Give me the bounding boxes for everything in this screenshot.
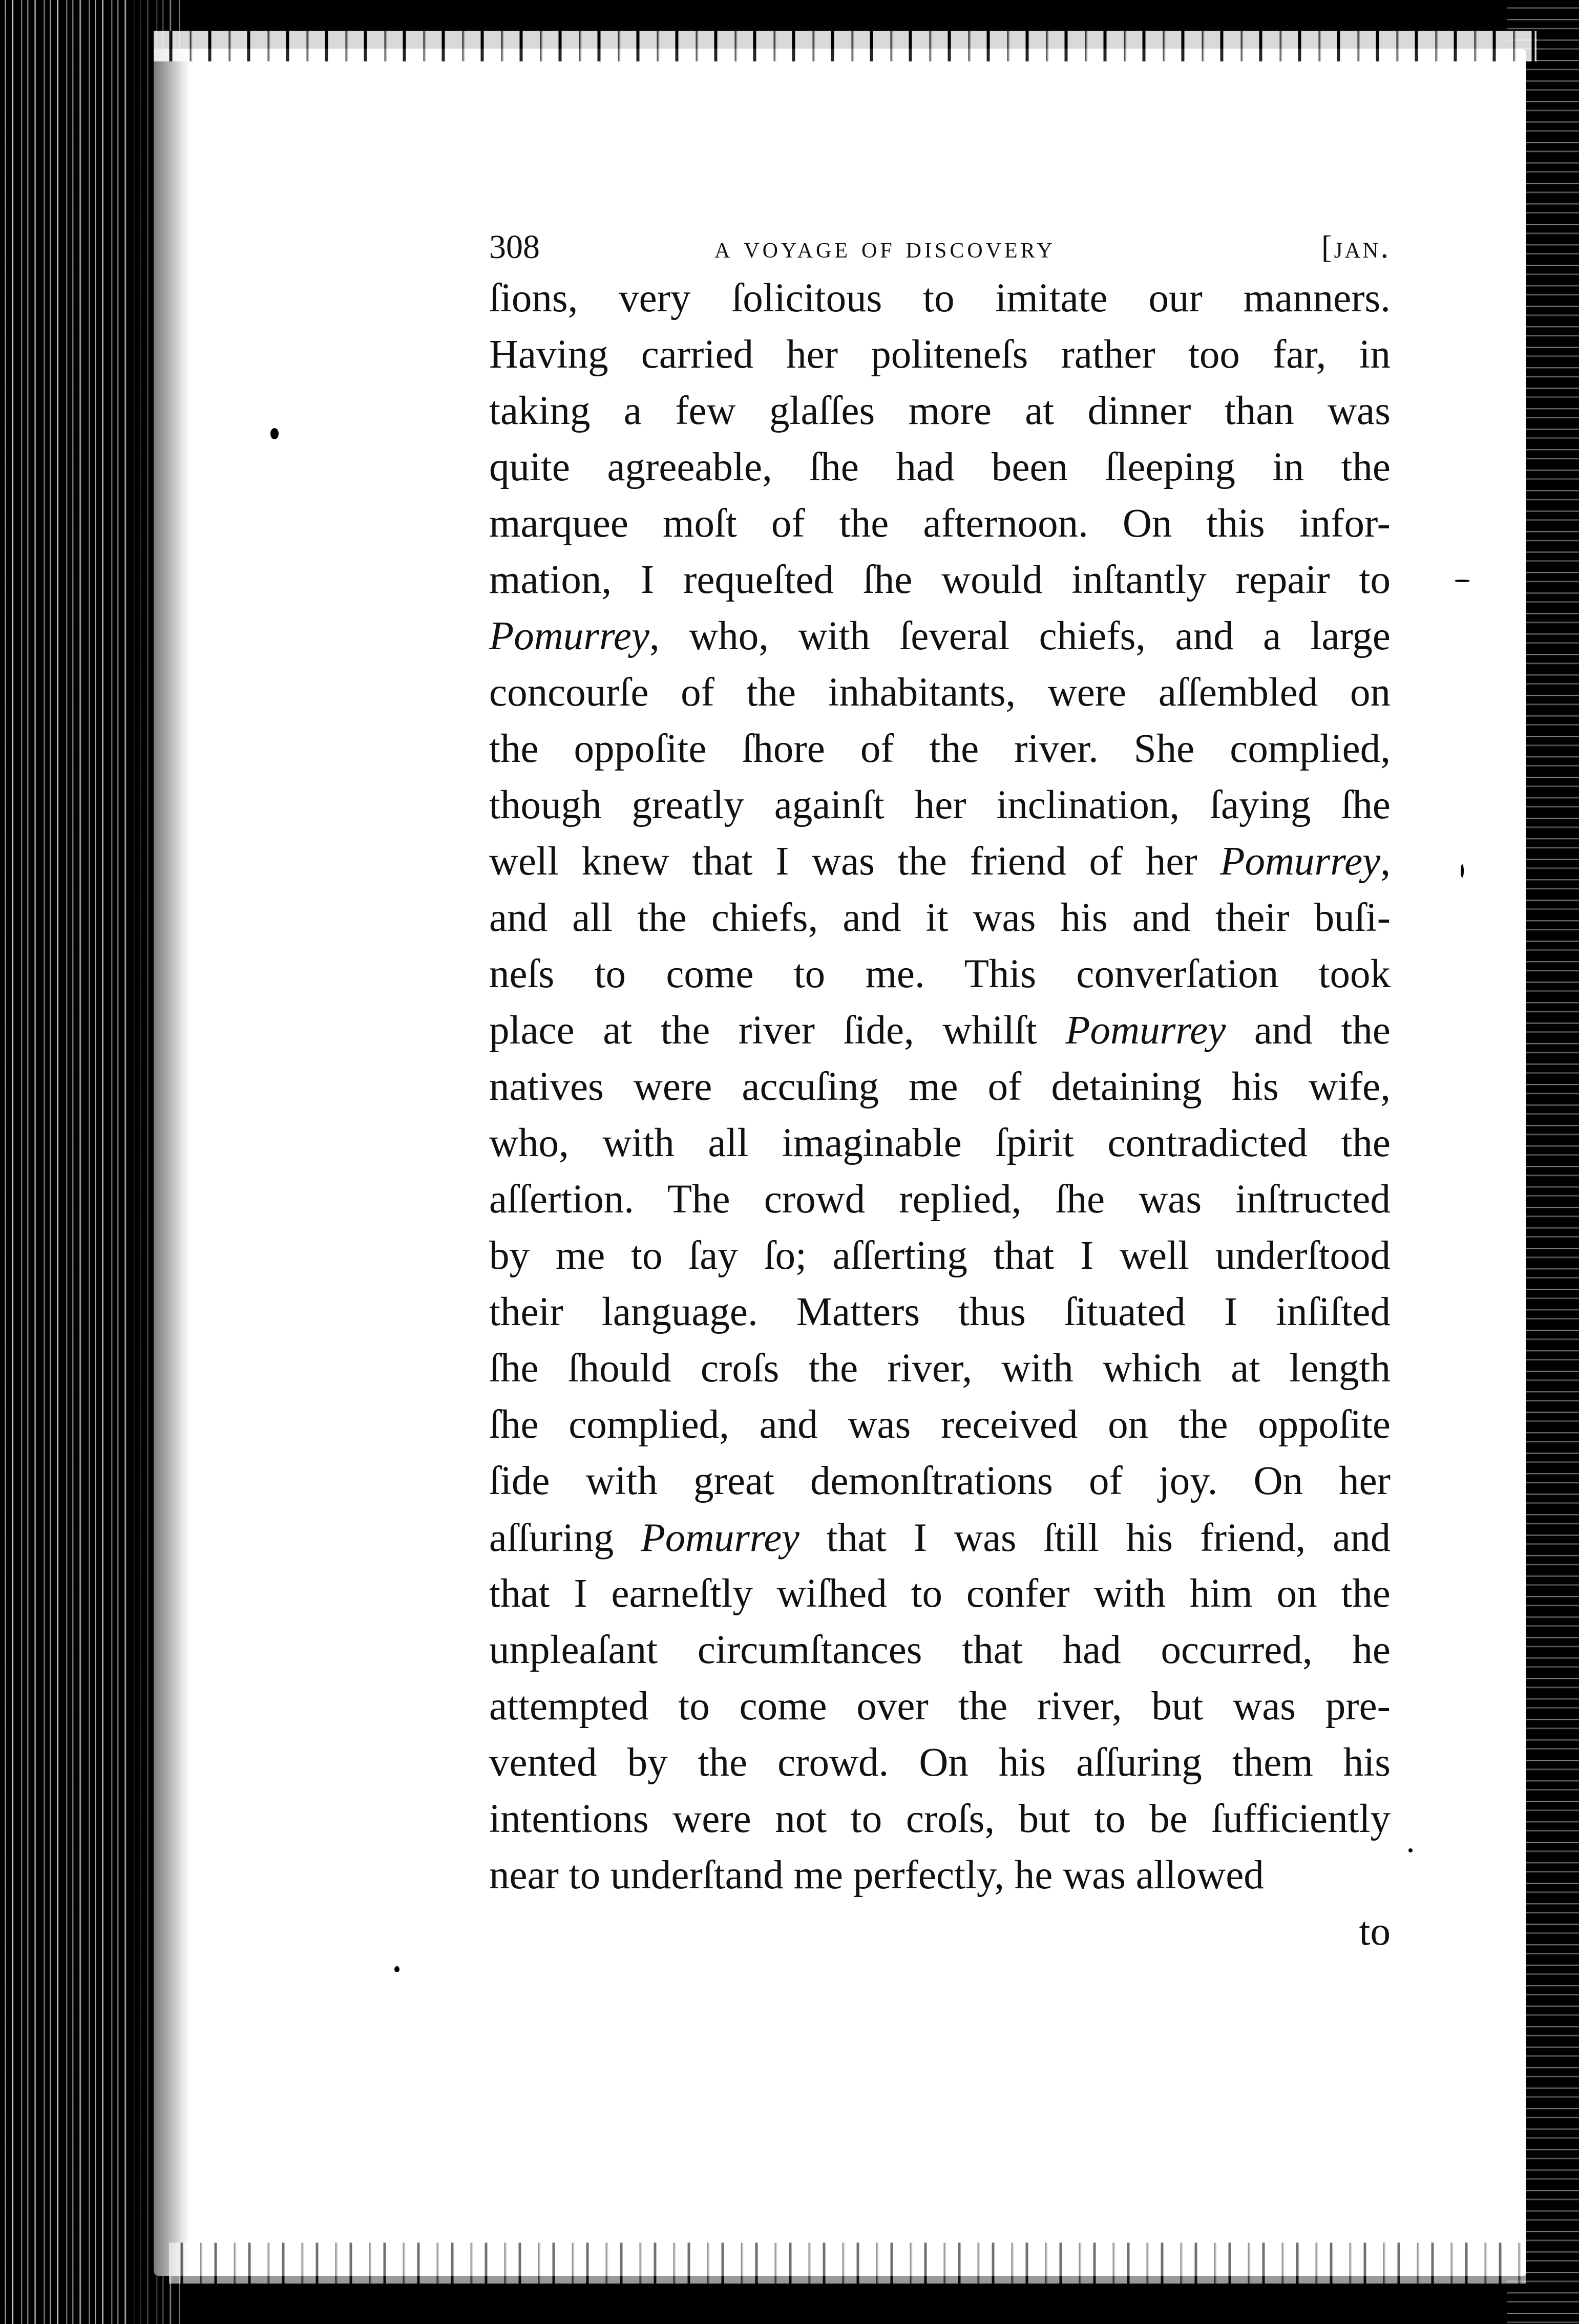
ink-speck [1408,1848,1413,1852]
text-line: ſide with great demonſtrations of joy. On her [489,1459,1391,1503]
text-line: concourſe of the inhabitants, were aſſembled on [489,670,1391,715]
running-date-mark: [jan. [1321,230,1391,265]
gutter-shadow [128,0,190,2324]
text-line: Pomurrey, who, with ſeveral chiefs, and a large [489,614,1391,658]
proper-name: Pomurrey [1065,1008,1226,1053]
text-line: that I earneſtly wiſhed to confer with him on the [489,1571,1391,1616]
running-head [489,224,1391,270]
text-block [489,224,1391,1960]
text-line: natives were accuſing me of detaining his wife, [489,1064,1391,1109]
text-line: the oppoſite ſhore of the river. She complied, [489,727,1391,771]
proper-name: Pomurrey [1220,839,1381,884]
text-line: place at the river ſide, whilſt Pomurrey and the [489,1008,1391,1053]
bottom-page-edge [169,2243,1526,2284]
text-line: aſſuring Pomurrey that I was ſtill his friend, and [489,1515,1391,1560]
text-line: mation, I requeſted ſhe would inſtantly repair to [489,558,1391,602]
ink-speck [394,1966,399,1972]
text-line: aſſertion. The crowd replied, ſhe was inſtructed [489,1177,1391,1222]
catchword: to [1359,1909,1391,1954]
page-number: 308 [489,228,540,266]
text-line: their language. Matters thus ſituated I inſiſted [489,1290,1391,1334]
text-line: ſions, very ſolicitous to imitate our manners. [489,276,1391,321]
text-line: ſhe ſhould croſs the river, with which at length [489,1346,1391,1391]
text-line: ſhe complied, and was received on the oppoſite [489,1402,1391,1447]
text-line: unpleaſant circumſtances that had occurred, he [489,1628,1391,1672]
text-line: Having carried her politeneſs rather too far, in [489,332,1391,377]
proper-name: Pomurrey [489,614,649,658]
text-line: near to underſtand me perfectly, he was allowed [489,1853,1264,1897]
top-page-edge [154,31,1536,61]
text-line: who, with all imaginable ſpirit contradicted the [489,1121,1391,1165]
text-line: though greatly againſt her inclination, ſaying ſhe [489,783,1391,827]
text-line: taking a few glaſſes more at dinner than was [489,389,1391,433]
text-line: well knew that I was the friend of her Pomurrey, [489,839,1391,884]
running-title: a voyage of discovery [714,230,1056,264]
ink-speck [1461,864,1464,878]
text-line: intentions were not to croſs, but to be ſufficiently [489,1797,1391,1841]
text-line: by me to ſay ſo; aſſerting that I well underſtood [489,1233,1391,1278]
text-line: attempted to come over the river, but was pre- [489,1684,1391,1729]
ink-speck [1455,580,1470,582]
ink-speck [270,428,279,439]
proper-name: Pomurrey [641,1515,799,1560]
text-line: vented by the crowd. On his aſſuring them his [489,1740,1391,1785]
text-line: marquee moſt of the afternoon. On this infor- [489,501,1391,546]
text-line: quite agreeable, ſhe had been ſleeping in the [489,445,1391,489]
text-line: neſs to come to me. This converſation took [489,952,1391,996]
text-line: and all the chiefs, and it was his and their buſi- [489,896,1391,940]
body-text [489,270,1391,1960]
